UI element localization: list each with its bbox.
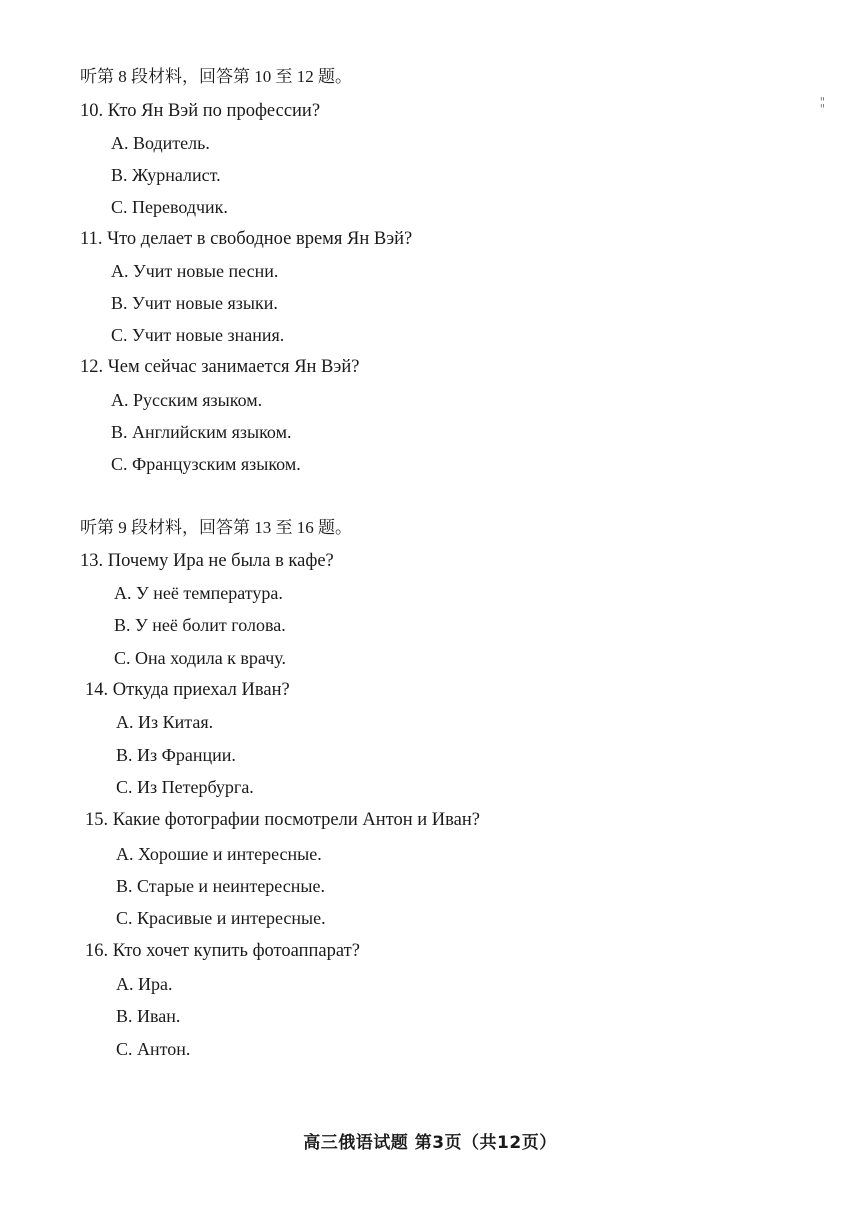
option-12-a: A. Русским языком.	[111, 390, 263, 410]
option-10-b: B. Журналист.	[111, 165, 221, 185]
option-14-a: A. Из Китая.	[116, 712, 214, 732]
option-11-a: A. Учит новые песни.	[111, 261, 279, 281]
option-16-c: C. Антон.	[116, 1039, 191, 1059]
option-12-b: B. Английским языком.	[111, 422, 292, 442]
question-12: 12. Чем сейчас занимается Ян Вэй?	[80, 357, 360, 377]
section-header: 听第 8 段材料，回答第 10 至 12 题。	[80, 67, 352, 86]
option-12-c: C. Французским языком.	[111, 454, 301, 474]
option-15-a: A. Хорошие и интересные.	[116, 844, 322, 864]
question-14: 14. Откуда приехал Иван?	[85, 680, 290, 700]
option-11-c: C. Учит новые знания.	[111, 325, 285, 345]
option-14-b: B. Из Франции.	[116, 745, 236, 765]
option-15-b: B. Старые и неинтересные.	[116, 876, 325, 896]
option-14-c: C. Из Петербурга.	[116, 777, 254, 797]
option-13-b: B. У неё болит голова.	[114, 615, 286, 635]
question-11: 11. Что делает в свободное время Ян Вэй?	[80, 229, 413, 249]
option-10-c: C. Переводчик.	[111, 197, 228, 217]
question-16: 16. Кто хочет купить фотоаппарат?	[85, 941, 360, 961]
option-10-a: A. Водитель.	[111, 133, 210, 153]
option-16-b: B. Иван.	[116, 1006, 181, 1026]
question-13: 13. Почему Ира не была в кафе?	[80, 551, 334, 571]
option-16-a: A. Ира.	[116, 974, 173, 994]
page-footer: 高三俄语试题 第3页（共12页）	[303, 1133, 557, 1153]
option-15-c: C. Красивые и интересные.	[116, 908, 326, 928]
question-10: 10. Кто Ян Вэй по профессии?	[80, 101, 321, 121]
option-13-c: C. Она ходила к врачу.	[114, 648, 286, 668]
option-13-a: A. У неё температура.	[114, 583, 283, 603]
question-15: 15. Какие фотографии посмотрели Антон и Иван?	[85, 810, 480, 830]
scan-mark-icon: ¦¦	[820, 94, 825, 108]
section-header: 听第 9 段材料，回答第 13 至 16 题。	[80, 518, 352, 537]
option-11-b: B. Учит новые языки.	[111, 293, 278, 313]
